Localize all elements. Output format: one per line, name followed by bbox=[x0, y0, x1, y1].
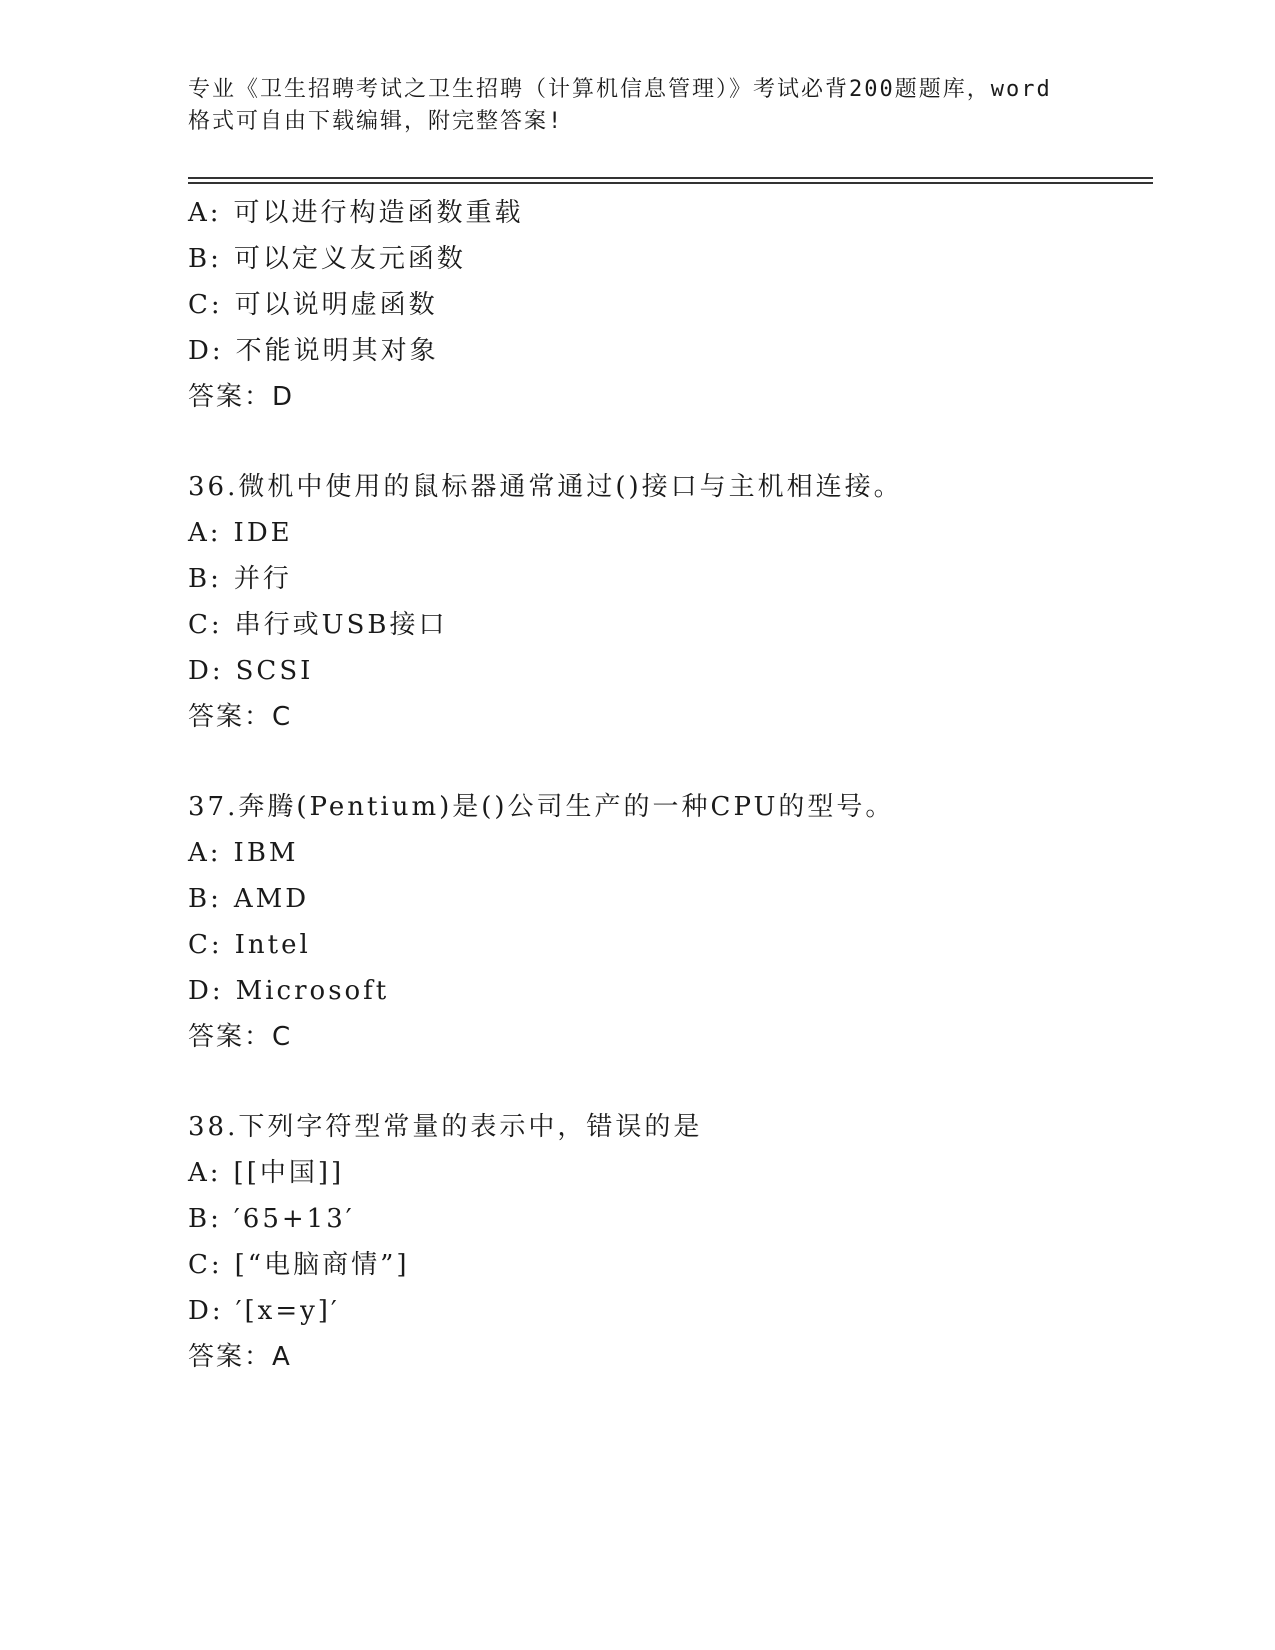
document-header bbox=[188, 74, 1088, 138]
question-block-37 bbox=[188, 784, 1148, 1060]
spacer bbox=[188, 740, 1148, 784]
option-c: C: 可以说明虚函数 bbox=[188, 290, 438, 320]
option-c: C: Intel bbox=[188, 930, 311, 960]
question-block-36 bbox=[188, 464, 1148, 740]
option-b: B: 并行 bbox=[188, 564, 292, 594]
option-a: A: 可以进行构造函数重载 bbox=[188, 198, 524, 228]
answer-line: 答案：D bbox=[188, 382, 295, 412]
header-divider-top bbox=[188, 177, 1153, 179]
option-b: B: 可以定义友元函数 bbox=[188, 244, 466, 274]
question-content bbox=[188, 190, 1148, 1380]
question-text: 38.下列字符型常量的表示中，错误的是 bbox=[188, 1112, 703, 1142]
option-a: A: IDE bbox=[188, 518, 293, 548]
question-text: 37.奔腾(Pentium)是()公司生产的一种CPU的型号。 bbox=[188, 792, 895, 822]
option-d: D: SCSI bbox=[188, 656, 314, 686]
header-line-2: 格式可自由下载编辑，附完整答案! bbox=[188, 109, 564, 134]
spacer bbox=[188, 420, 1148, 464]
option-b: B: ′65+13′ bbox=[188, 1204, 355, 1234]
question-text: 36.微机中使用的鼠标器通常通过()接口与主机相连接。 bbox=[188, 472, 903, 502]
answer-line: 答案：C bbox=[188, 1022, 293, 1052]
option-a: A: IBM bbox=[188, 838, 299, 868]
question-block-38 bbox=[188, 1104, 1148, 1380]
option-d: D: 不能说明其对象 bbox=[188, 336, 439, 366]
answer-line: 答案：C bbox=[188, 702, 293, 732]
option-a: A: [[中国]] bbox=[188, 1158, 345, 1188]
question-block-35 bbox=[188, 190, 1148, 420]
option-c: C: 串行或USB接口 bbox=[188, 610, 448, 640]
spacer bbox=[188, 1060, 1148, 1104]
header-divider-bottom bbox=[188, 182, 1153, 184]
option-d: D: Microsoft bbox=[188, 976, 390, 1006]
option-c: C: [“电脑商情”] bbox=[188, 1250, 410, 1280]
option-d: D: ′[x=y]′ bbox=[188, 1296, 340, 1326]
header-line-1: 专业《卫生招聘考试之卫生招聘（计算机信息管理）》考试必背200题题库，word bbox=[188, 77, 1052, 102]
answer-line: 答案：A bbox=[188, 1342, 292, 1372]
option-b: B: AMD bbox=[188, 884, 310, 914]
